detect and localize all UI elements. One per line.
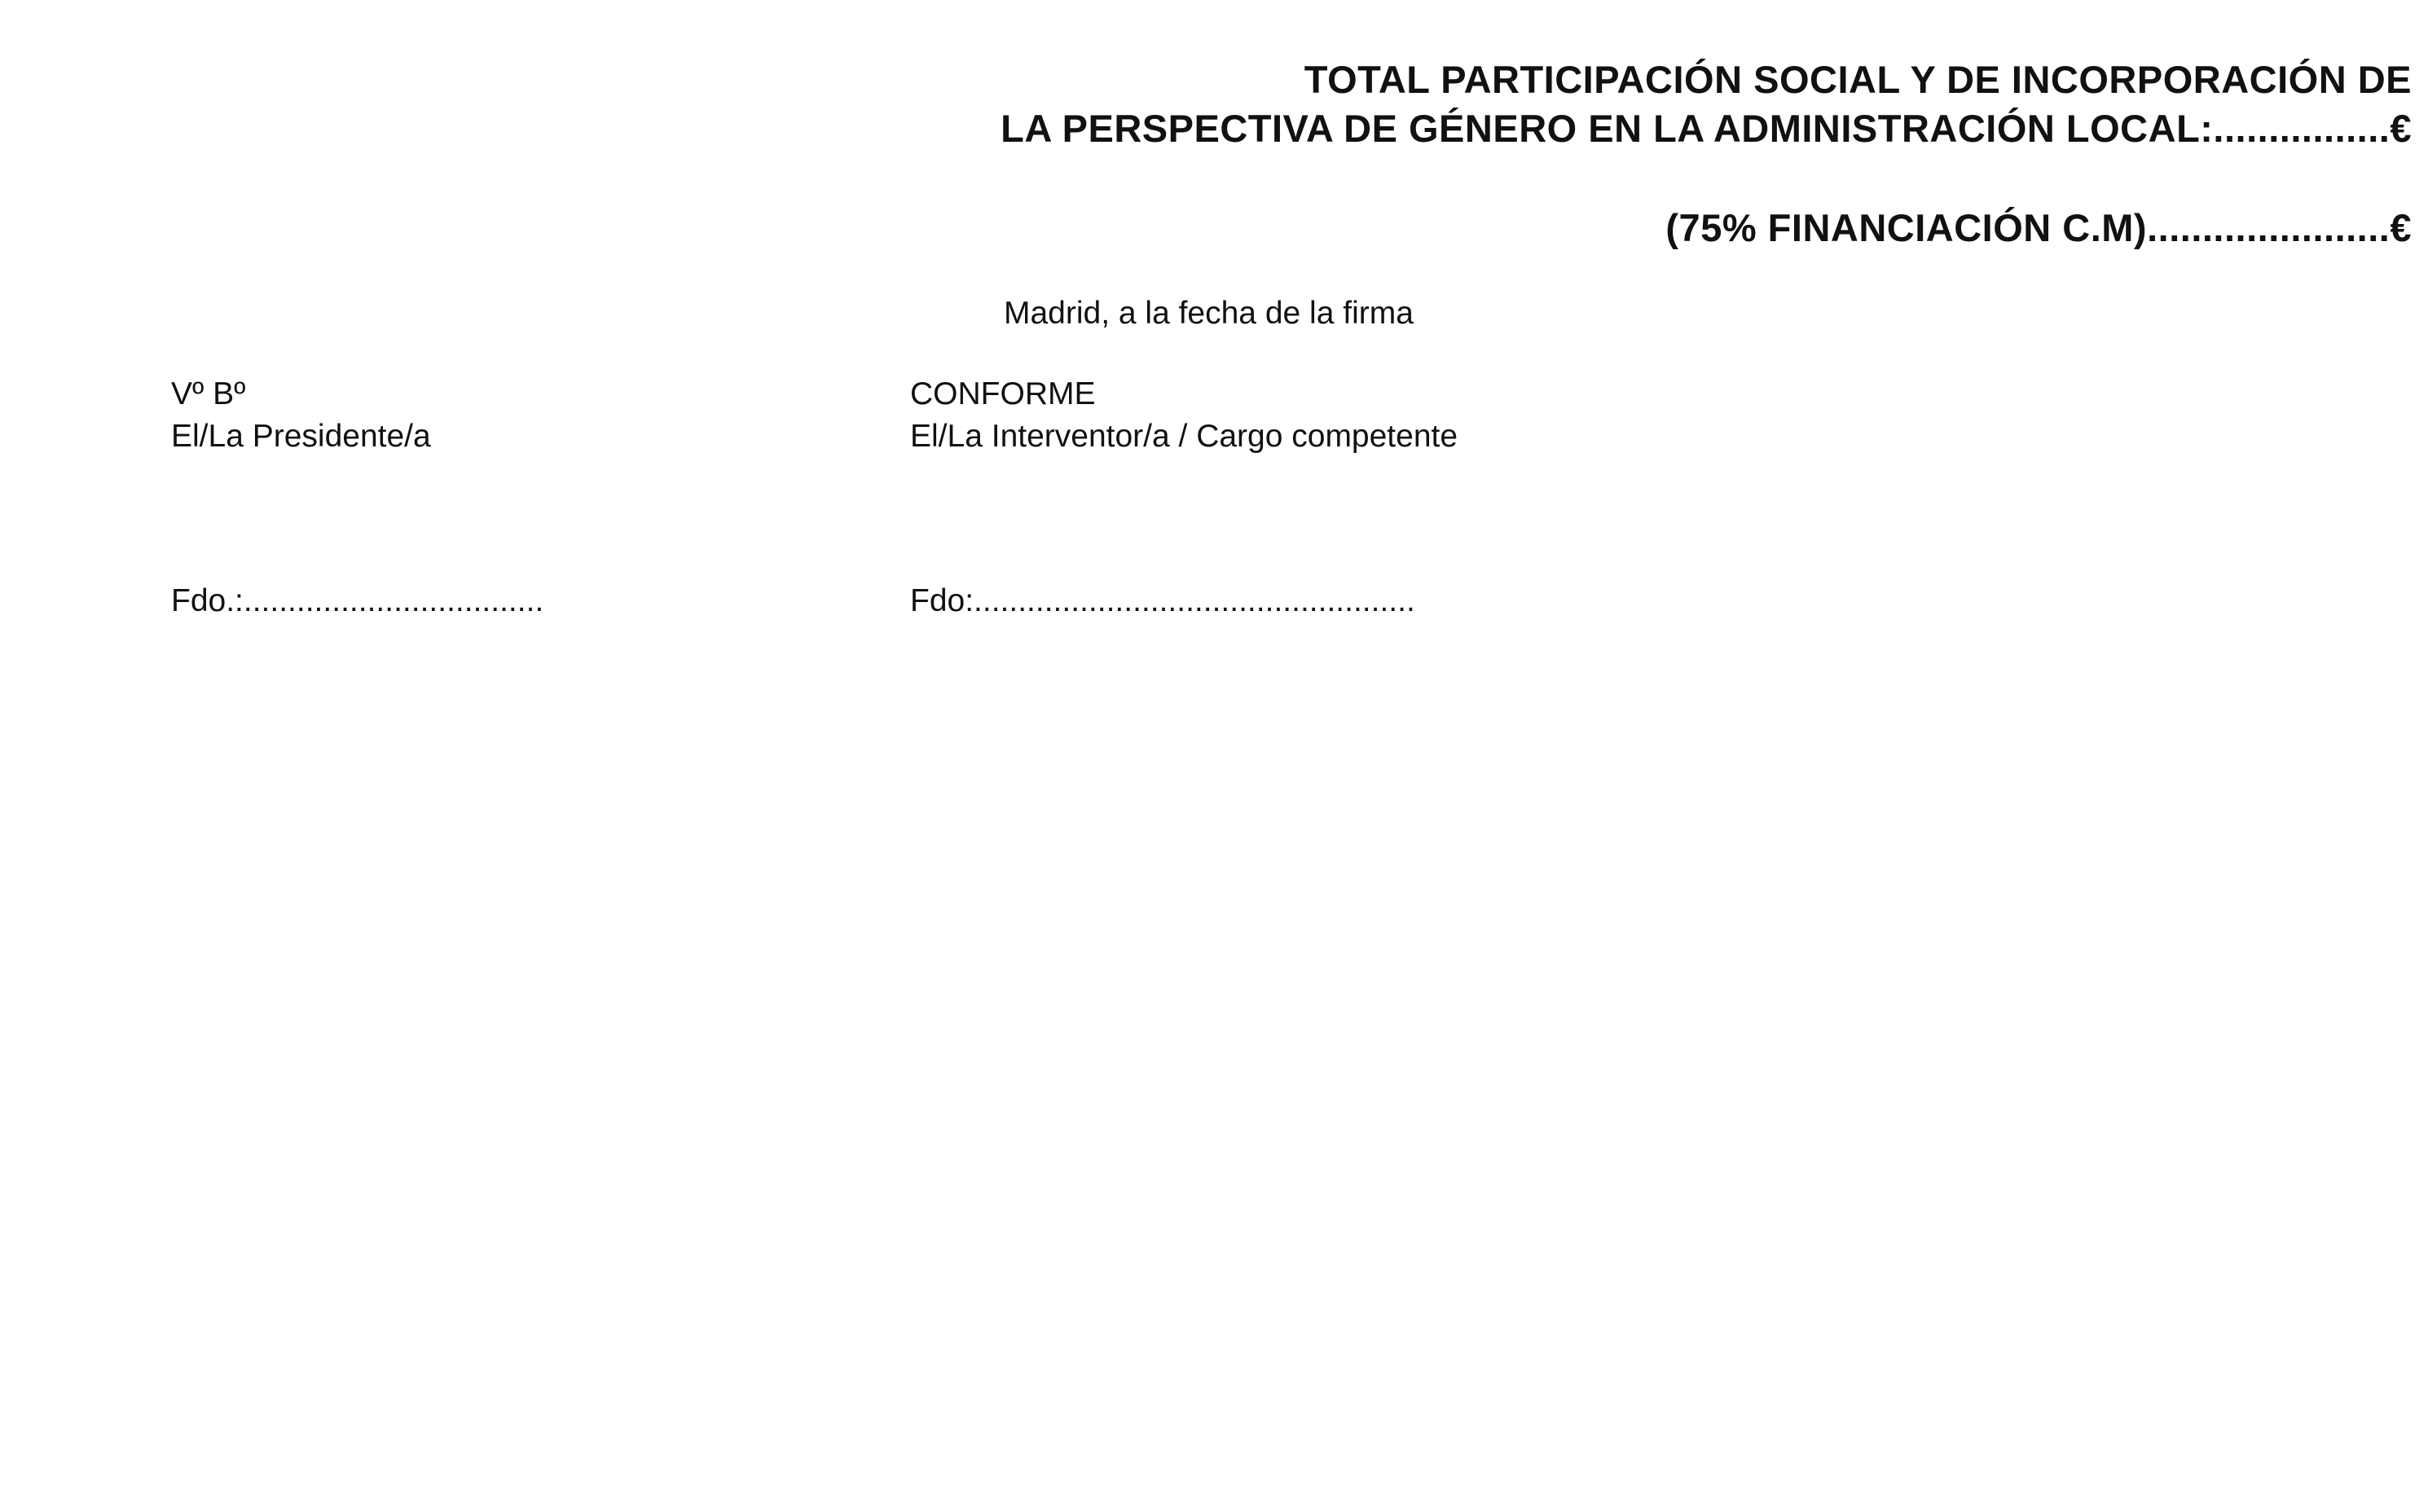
signature-role-president: El/La Presidente/a	[171, 419, 431, 454]
place-date: Madrid, a la fecha de la firma	[1004, 296, 1414, 331]
signature-title-auditor: CONFORME	[910, 376, 1096, 411]
signature-title-president: Vº Bº	[171, 376, 246, 411]
total-heading	[864, 55, 2412, 153]
signature-line-auditor: Fdo:..................................................	[910, 583, 1415, 618]
signature-role-auditor: El/La Interventor/a / Cargo competente	[910, 419, 1458, 454]
financing-line: (75% FINANCIACIÓN C.M)......................€	[1665, 206, 2412, 249]
signature-block-president	[171, 373, 431, 458]
signature-line-president: Fdo.:..................................	[171, 583, 544, 618]
total-heading-line-1: TOTAL PARTICIPACIÓN SOCIAL Y DE INCORPORACIÓN DE	[1304, 58, 2412, 101]
signature-block-auditor	[910, 373, 1458, 458]
total-heading-line-2: LA PERSPECTIVA DE GÉNERO EN LA ADMINISTRACIÓN LOCAL:................€	[1001, 107, 2412, 150]
